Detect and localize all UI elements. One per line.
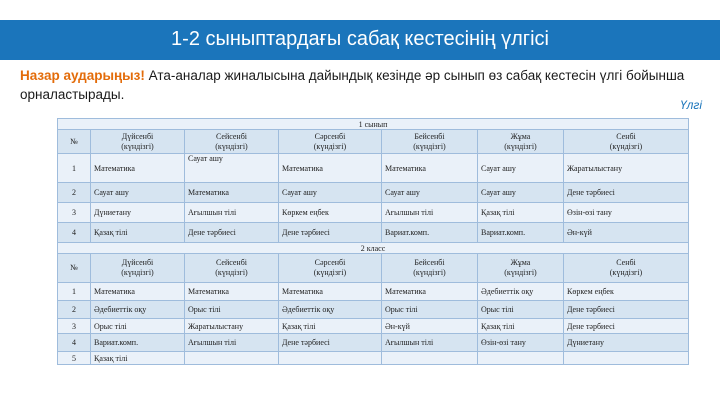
lesson-cell: Әдебиеттік оқу <box>478 283 564 301</box>
column-header-saturday <box>564 130 689 154</box>
lesson-cell <box>564 352 689 365</box>
lesson-cell: Ағылшын тілі <box>185 203 279 223</box>
lesson-number-cell: 3 <box>58 319 91 334</box>
notice-label: Назар аударыңыз! <box>20 68 145 83</box>
lesson-cell: Дүниетану <box>564 334 689 352</box>
column-header-number: № <box>58 254 91 283</box>
lesson-number-cell: 4 <box>58 223 91 243</box>
lesson-cell: Дене тәрбиесі <box>185 223 279 243</box>
lesson-number-cell: 3 <box>58 203 91 223</box>
lesson-cell: Әдебиеттік оқу <box>279 301 382 319</box>
lesson-cell: Өзін-өзі тану <box>478 334 564 352</box>
sample-label: Үлгі <box>679 98 702 112</box>
lesson-cell: Сауат ашу <box>478 183 564 203</box>
lesson-cell: Дене тәрбиесі <box>564 319 689 334</box>
lesson-cell: Сауат ашу <box>382 183 478 203</box>
lesson-cell: Дене тәрбиесі <box>564 183 689 203</box>
lesson-cell: Математика <box>279 283 382 301</box>
lesson-cell: Орыс тілі <box>382 301 478 319</box>
column-header-line: Сенбі <box>616 258 636 267</box>
lesson-number-cell: 2 <box>58 183 91 203</box>
lesson-number-cell: 1 <box>58 154 91 183</box>
title-bar <box>0 20 720 60</box>
column-header-line: (күндізгі) <box>504 268 537 277</box>
column-header-line: Дүйсенбі <box>121 258 154 267</box>
lesson-cell <box>382 352 478 365</box>
lesson-cell: Математика <box>91 154 185 183</box>
lesson-cell: Математика <box>185 183 279 203</box>
lesson-cell: Қазақ тілі <box>91 223 185 243</box>
notice-text: Ата-аналар жиналысына дайындық кезінде әр сынып өз сабақ кестесін үлгі бойынша орналастырады. <box>20 68 685 102</box>
table-row <box>58 319 689 334</box>
grade1-header-row <box>58 130 689 154</box>
lesson-cell: Ән-күй <box>382 319 478 334</box>
lesson-cell: Қазақ тілі <box>478 203 564 223</box>
slide-title: 1-2 сыныптардағы сабақ кестесінің үлгісі <box>171 28 549 50</box>
column-header-line: (күндізгі) <box>121 268 154 277</box>
lesson-cell <box>478 352 564 365</box>
column-header-tuesday <box>185 254 279 283</box>
table-row <box>58 203 689 223</box>
column-header-line: (күндізгі) <box>215 141 248 151</box>
schedule-table <box>57 118 689 365</box>
lesson-cell: Қазақ тілі <box>279 319 382 334</box>
column-header-line: (күндізгі) <box>413 268 446 277</box>
lesson-cell: Сауат ашу <box>279 183 382 203</box>
column-header-line: Жұма <box>510 131 531 141</box>
column-header-line: (күндізгі) <box>504 141 537 151</box>
column-header-line: Сейсенбі <box>215 131 248 141</box>
lesson-cell: Математика <box>279 154 382 183</box>
column-header-line: Бейсенбі <box>414 258 445 267</box>
column-header-line: Сәрсенбі <box>314 131 346 141</box>
notice-paragraph <box>20 66 700 104</box>
column-header-line: (күндізгі) <box>313 268 347 277</box>
column-header-monday <box>91 130 185 154</box>
column-header-line: Жұма <box>510 258 531 267</box>
lesson-cell: Өзін-өзі тану <box>564 203 689 223</box>
column-header-number: № <box>58 130 91 154</box>
column-header-line: (күндізгі) <box>215 268 248 277</box>
lesson-cell: Қазақ тілі <box>91 352 185 365</box>
table-row <box>58 283 689 301</box>
column-header-saturday <box>564 254 689 283</box>
lesson-cell: Жаратылыстану <box>564 154 689 183</box>
lesson-cell: Дүниетану <box>91 203 185 223</box>
table-row <box>58 352 689 365</box>
lesson-cell: Әдебиеттік оқу <box>91 301 185 319</box>
column-header-thursday <box>382 254 478 283</box>
lesson-cell: Дене тәрбиесі <box>564 301 689 319</box>
lesson-cell: Орыс тілі <box>91 319 185 334</box>
column-header-line: Сенбі <box>616 131 636 141</box>
lesson-cell: Қазақ тілі <box>478 319 564 334</box>
lesson-cell: Сауат ашу <box>478 154 564 183</box>
grade2-title-row <box>58 243 689 254</box>
table-row <box>58 301 689 319</box>
lesson-cell: Ағылшын тілі <box>382 334 478 352</box>
column-header-line: (күндізгі) <box>413 141 446 151</box>
lesson-cell: Сауат ашу <box>185 154 279 183</box>
column-header-line: (күндізгі) <box>609 268 643 277</box>
column-header-wednesday <box>279 130 382 154</box>
lesson-cell: Ән-күй <box>564 223 689 243</box>
lesson-cell: Вариат.комп. <box>91 334 185 352</box>
lesson-cell: Дене тәрбиесі <box>279 334 382 352</box>
column-header-line: (күндізгі) <box>121 141 154 151</box>
column-header-line: Дүйсенбі <box>121 131 154 141</box>
lesson-cell: Көркем еңбек <box>279 203 382 223</box>
column-header-friday <box>478 130 564 154</box>
column-header-wednesday <box>279 254 382 283</box>
column-header-line: Сейсенбі <box>215 258 248 267</box>
lesson-cell: Ағылшын тілі <box>382 203 478 223</box>
grade1-table-body <box>58 119 689 243</box>
lesson-cell: Математика <box>382 283 478 301</box>
lesson-cell: Математика <box>185 283 279 301</box>
lesson-number-cell: 1 <box>58 283 91 301</box>
lesson-number-cell: 5 <box>58 352 91 365</box>
column-header-line: (күндізгі) <box>313 141 347 151</box>
grade1-title-row <box>58 119 689 130</box>
column-header-monday <box>91 254 185 283</box>
lesson-cell: Вариат.комп. <box>382 223 478 243</box>
column-header-line: (күндізгі) <box>609 141 643 151</box>
column-header-tuesday <box>185 130 279 154</box>
table-row <box>58 183 689 203</box>
lesson-cell: Дене тәрбиесі <box>279 223 382 243</box>
grade2-table-body <box>58 243 689 365</box>
lesson-number-cell: 4 <box>58 334 91 352</box>
lesson-cell <box>185 352 279 365</box>
lesson-number-cell: 2 <box>58 301 91 319</box>
column-header-thursday <box>382 130 478 154</box>
table-row <box>58 154 689 183</box>
column-header-line: Бейсенбі <box>414 131 445 141</box>
lesson-cell <box>279 352 382 365</box>
grade1-title: 1 сынып <box>58 119 689 130</box>
lesson-cell: Жаратылыстану <box>185 319 279 334</box>
column-header-friday <box>478 254 564 283</box>
table-row <box>58 223 689 243</box>
lesson-cell: Вариат.комп. <box>478 223 564 243</box>
grade2-title: 2 класс <box>58 243 689 254</box>
lesson-cell: Математика <box>91 283 185 301</box>
lesson-cell: Көркем еңбек <box>564 283 689 301</box>
lesson-cell: Сауат ашу <box>91 183 185 203</box>
lesson-cell: Орыс тілі <box>185 301 279 319</box>
lesson-cell: Математика <box>382 154 478 183</box>
lesson-cell: Ағылшын тілі <box>185 334 279 352</box>
column-header-line: Сәрсенбі <box>314 258 346 267</box>
lesson-cell: Орыс тілі <box>478 301 564 319</box>
grade2-header-row <box>58 254 689 283</box>
table-row <box>58 334 689 352</box>
